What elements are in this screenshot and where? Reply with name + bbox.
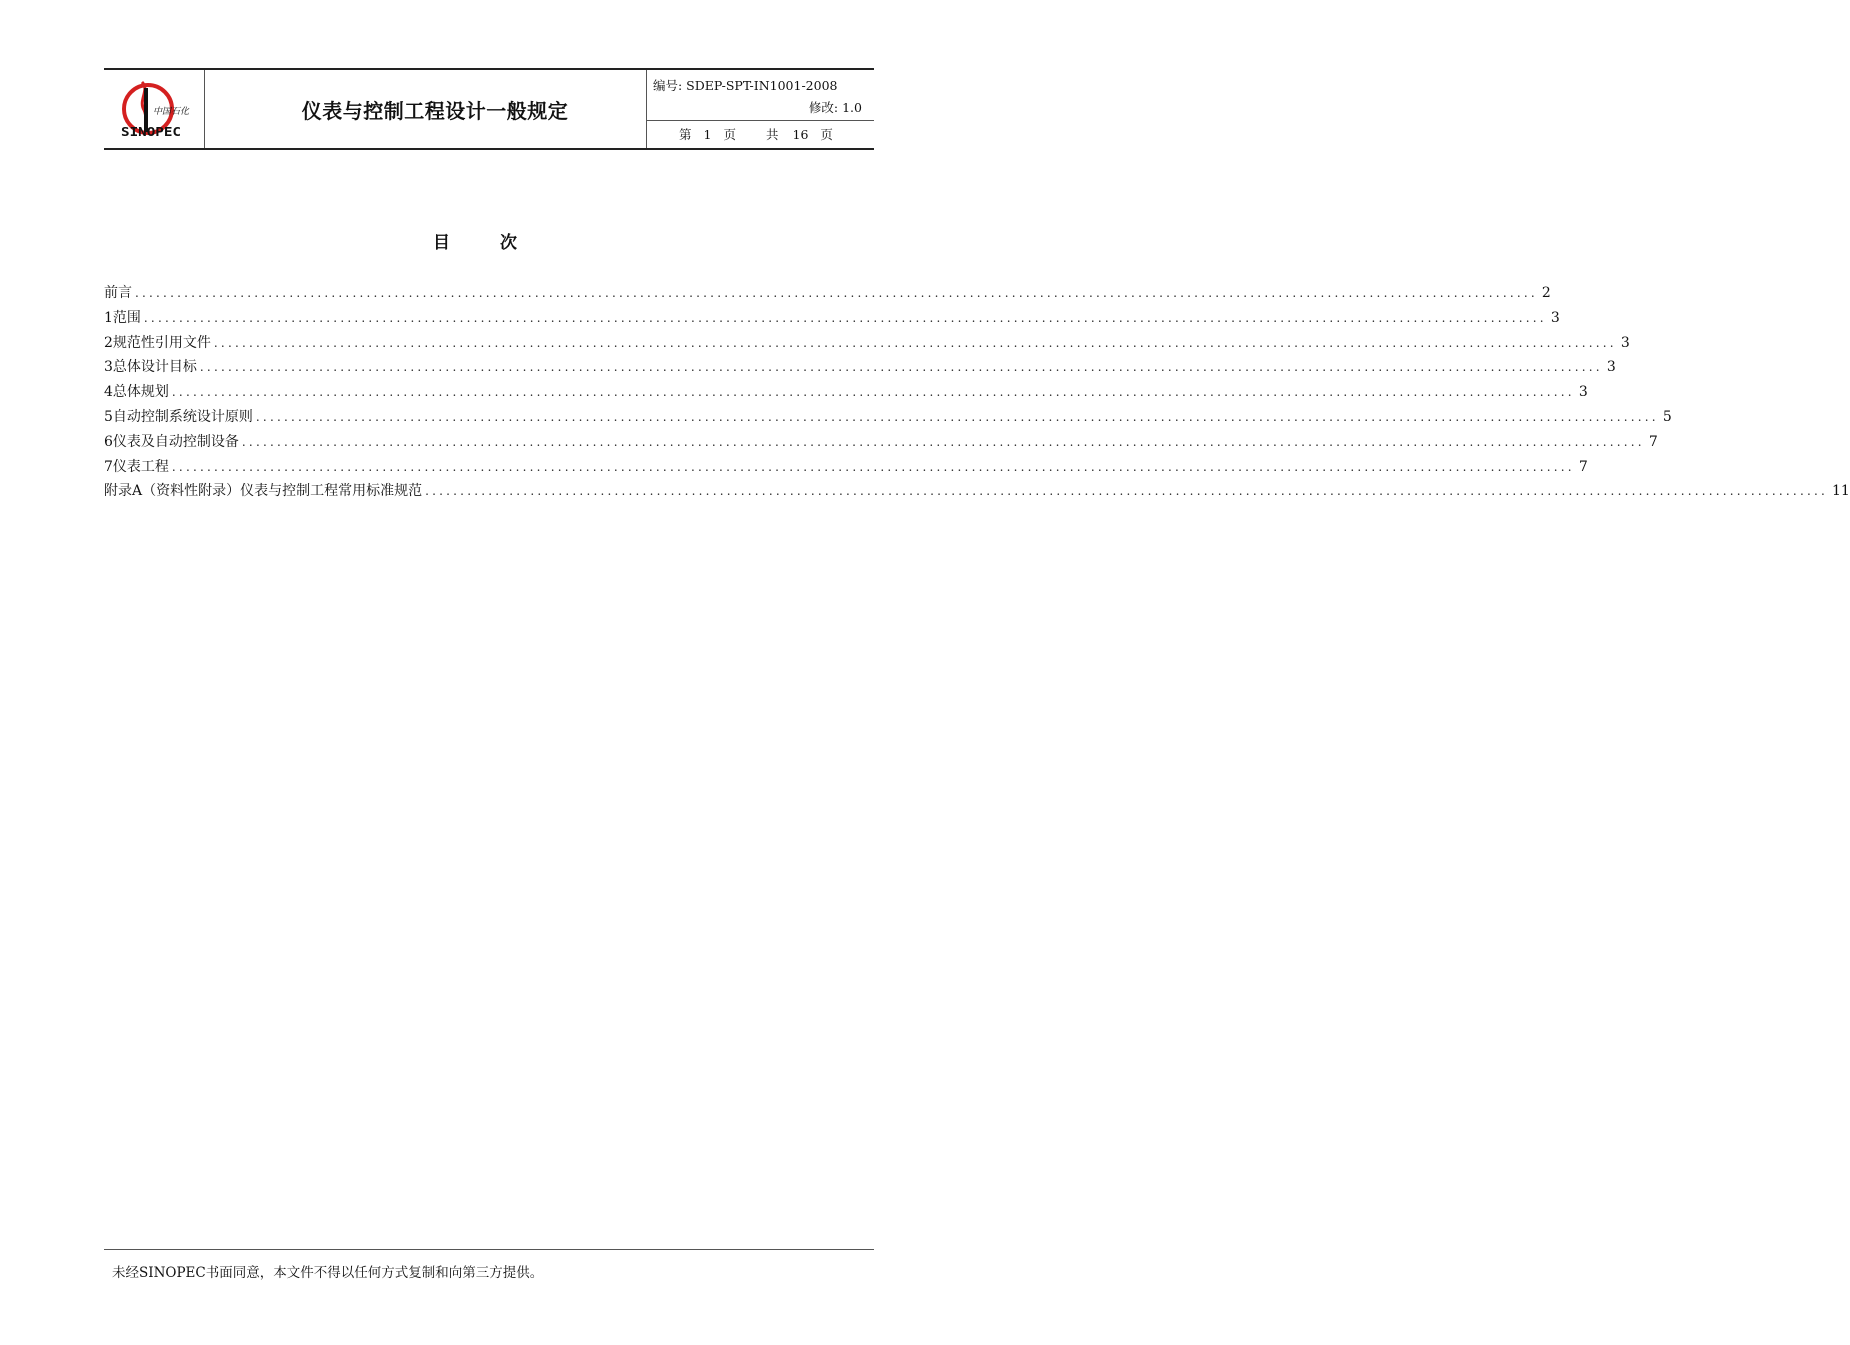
toc-entry-title: 前言 [104,285,132,301]
toc-entry-number: 6 [104,433,113,450]
page-total-prefix: 共 [765,127,779,142]
toc-entry-title: 仪表工程 [112,458,169,475]
toc-entry-title: 规范性引用文件 [112,334,211,351]
logo-cell [104,70,205,148]
toc-entry[interactable] [104,406,1672,431]
title-cell [204,70,647,148]
document-code: 编号: SDEP-SPT-IN1001-2008 [653,78,838,93]
toc-entry-page: 3 [1550,309,1560,326]
footer-notice: 未经SINOPEC书面同意，本文件不得以任何方式复制和向第三方提供。 [112,1265,544,1281]
toc-heading-right: 次 [500,233,517,253]
toc-entry-title: 附录A（资料性附录）仪表与控制工程常用标准规范 [104,483,423,500]
page-total: 16 [792,126,809,142]
toc-leader-dots: ........................................................................................................................................................................................................ [213,335,1617,350]
toc-leader-dots: ........................................................................................................................................................................................................ [199,360,1603,375]
toc-entry[interactable] [104,480,1850,505]
page-current: 1 [703,126,712,142]
toc-entry-title: 自动控制系统设计原则 [112,408,253,425]
toc-entry-title: 范围 [112,309,141,326]
toc-entry[interactable] [104,456,1588,481]
toc-entry-number: 3 [104,359,113,376]
toc-entry-title: 总体设计目标 [112,359,197,376]
sinopec-logo [104,70,204,148]
toc-entry[interactable] [104,356,1616,381]
toc-entry-page: 3 [1620,334,1630,351]
toc-entry[interactable] [104,282,1551,307]
toc-entry-number: 1 [104,309,113,326]
toc-leader-dots: ........................................................................................................................................................................................................ [171,459,1575,474]
toc-heading-left: 目 [433,233,450,253]
toc-entry[interactable] [104,307,1560,332]
footer-divider [104,1249,874,1250]
toc-leader-dots: ........................................................................................................................................................................................................ [425,484,1828,499]
toc-entry[interactable] [104,381,1588,406]
toc-entry-page: 5 [1662,408,1672,425]
toc-entry-page: 11 [1832,483,1850,500]
toc-entry-page: 3 [1606,359,1616,376]
toc-entry-number: 7 [104,458,113,475]
logo-mark-text: SINOPEC [121,125,181,139]
document-header [104,68,874,150]
document-title: 仪表与控制工程设计一般规定 [301,98,569,123]
toc-entry-page: 7 [1648,433,1658,450]
toc-entry[interactable] [104,431,1658,456]
toc-entry-page: 7 [1578,458,1588,475]
toc-leader-dots: ........................................................................................................................................................................................................ [241,434,1645,449]
toc-leader-dots: ........................................................................................................................................................................................................ [255,409,1659,424]
toc-entry-number: 5 [104,408,113,425]
toc-heading [0,228,950,253]
logo-chinese-text: 中国石化 [153,107,190,117]
revision-number: 修改: 1.0 [808,100,862,115]
page-unit: 页 [723,127,736,142]
table-of-contents [104,282,1850,505]
toc-entry-title: 总体规划 [112,384,169,401]
toc-entry-number: 2 [104,334,113,351]
toc-leader-dots: ........................................................................................................................................................................................................ [143,310,1547,325]
page-indicator [647,120,874,148]
toc-entry-number: 4 [104,384,113,401]
toc-entry-page: 2 [1541,285,1551,301]
page-total-unit: 页 [820,127,833,142]
toc-entry[interactable] [104,332,1630,357]
toc-leader-dots: ........................................................................................................................................................................................................ [135,286,1538,300]
toc-entry-title: 仪表及自动控制设备 [112,433,239,450]
toc-entry-page: 3 [1578,384,1588,401]
meta-cell [647,70,874,148]
meta-top [647,70,874,121]
toc-leader-dots: ........................................................................................................................................................................................................ [171,385,1575,400]
page-prefix: 第 [679,127,692,142]
